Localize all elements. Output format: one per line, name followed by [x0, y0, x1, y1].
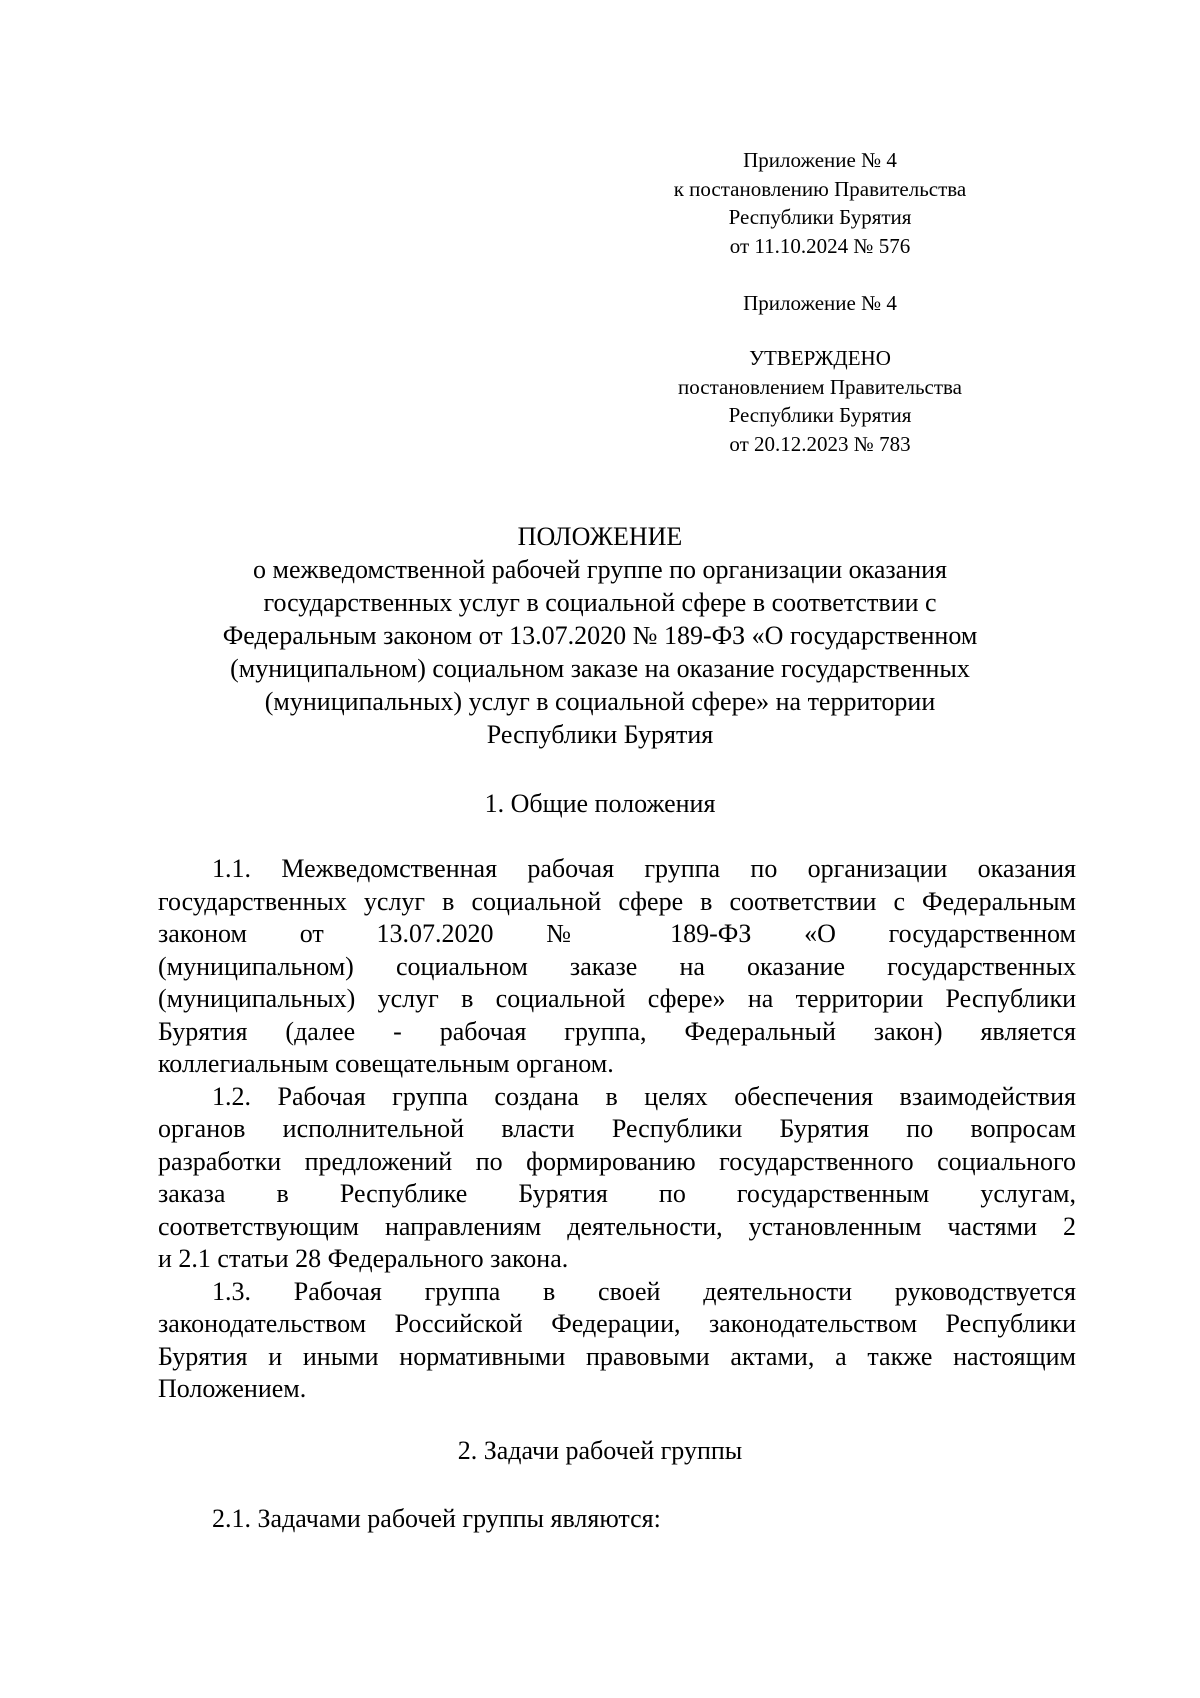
- title-line: о межведомственной рабочей группе по организации оказания: [253, 555, 947, 584]
- paragraph-1-2-line: разработки предложений по формированию государственного социального: [158, 1146, 1076, 1176]
- title-line: (муниципальных) услуг в социальной сфере» на территории: [264, 687, 936, 716]
- paragraph-1-1-line: 1.1. Межведомственная рабочая группа по организации оказания: [212, 854, 1076, 883]
- previous-appendix-label: [620, 289, 1020, 318]
- paragraph-1-2-line: и 2.1 статьи 28 Федерального закона.: [158, 1244, 569, 1273]
- paragraph-1-3-line: Бурятия и иными нормативными правовыми актами, а также настоящим: [158, 1341, 1076, 1371]
- title-line: государственных услуг в социальной сфере в соответствии с: [263, 588, 937, 617]
- previous-appendix-number: Приложение № 4: [743, 291, 897, 315]
- appendix-header: [620, 146, 1020, 261]
- approved-authority: Республики Бурятия: [728, 403, 912, 428]
- paragraph-1-1-line: коллегиальным совещательным органом.: [158, 1049, 614, 1078]
- paragraph-2-1-line: 2.1. Задачами рабочей группы являются:: [212, 1504, 661, 1533]
- paragraph-1-3-line: Положением.: [158, 1374, 307, 1403]
- approved-by: постановлением Правительства: [677, 374, 962, 399]
- section-2-body: [158, 1503, 1076, 1536]
- title-line: Республики Бурятия: [486, 720, 714, 749]
- title-line: Федеральным законом от 13.07.2020 № 189-ФЗ «О государственном: [222, 621, 978, 650]
- title-line: (муниципальном) социальном заказе на оказание государственных: [230, 654, 970, 683]
- approved-label: УТВЕРЖДЕНО: [749, 346, 891, 370]
- section-1-body: [158, 853, 1076, 1406]
- paragraph-1-2-line: органов исполнительной власти Республики Бурятия по вопросам: [158, 1114, 1076, 1143]
- paragraph-1-1-line: (муниципальном) социальном заказе на оказание государственных: [158, 951, 1076, 981]
- paragraph-1-1-line: Бурятия (далее - рабочая группа, Федеральный закон) является: [158, 1016, 1076, 1046]
- paragraph-1-3-line: законодательством Российской Федерации, законодательством Республики: [158, 1309, 1076, 1338]
- approval-stamp: [620, 344, 1020, 459]
- appendix-number: Приложение № 4: [743, 148, 897, 172]
- paragraph-1-2-line: 1.2. Рабочая группа создана в целях обеспечения взаимодействия: [212, 1081, 1076, 1111]
- paragraph-1-1-line: законом от 13.07.2020 № 189-ФЗ «О государственном: [158, 919, 1076, 948]
- title-heading: ПОЛОЖЕНИЕ: [517, 522, 683, 551]
- paragraph-1-3-line: 1.3. Рабочая группа в своей деятельности руководствуется: [212, 1276, 1076, 1306]
- appendix-authority: Республики Бурятия: [728, 205, 912, 230]
- document-title: [140, 520, 1060, 751]
- paragraph-1-1-line: государственных услуг в социальной сфере в соответствии с Федеральным: [158, 886, 1076, 916]
- paragraph-1-2-line: соответствующим направлениям деятельности, установленным частями 2: [158, 1211, 1076, 1241]
- paragraph-1-2-line: заказа в Республике Бурятия по государственным услугам,: [158, 1179, 1076, 1208]
- approved-date: от 20.12.2023 № 783: [729, 432, 911, 457]
- paragraph-1-1-line: (муниципальных) услуг в социальной сфере» на территории Республики: [158, 984, 1076, 1013]
- section-1-heading: 1. Общие положения: [484, 789, 716, 818]
- appendix-date: от 11.10.2024 № 576: [729, 234, 911, 259]
- section-2-heading: 2. Задачи рабочей группы: [457, 1436, 743, 1465]
- appendix-reference: к постановлению Правительства: [673, 176, 967, 201]
